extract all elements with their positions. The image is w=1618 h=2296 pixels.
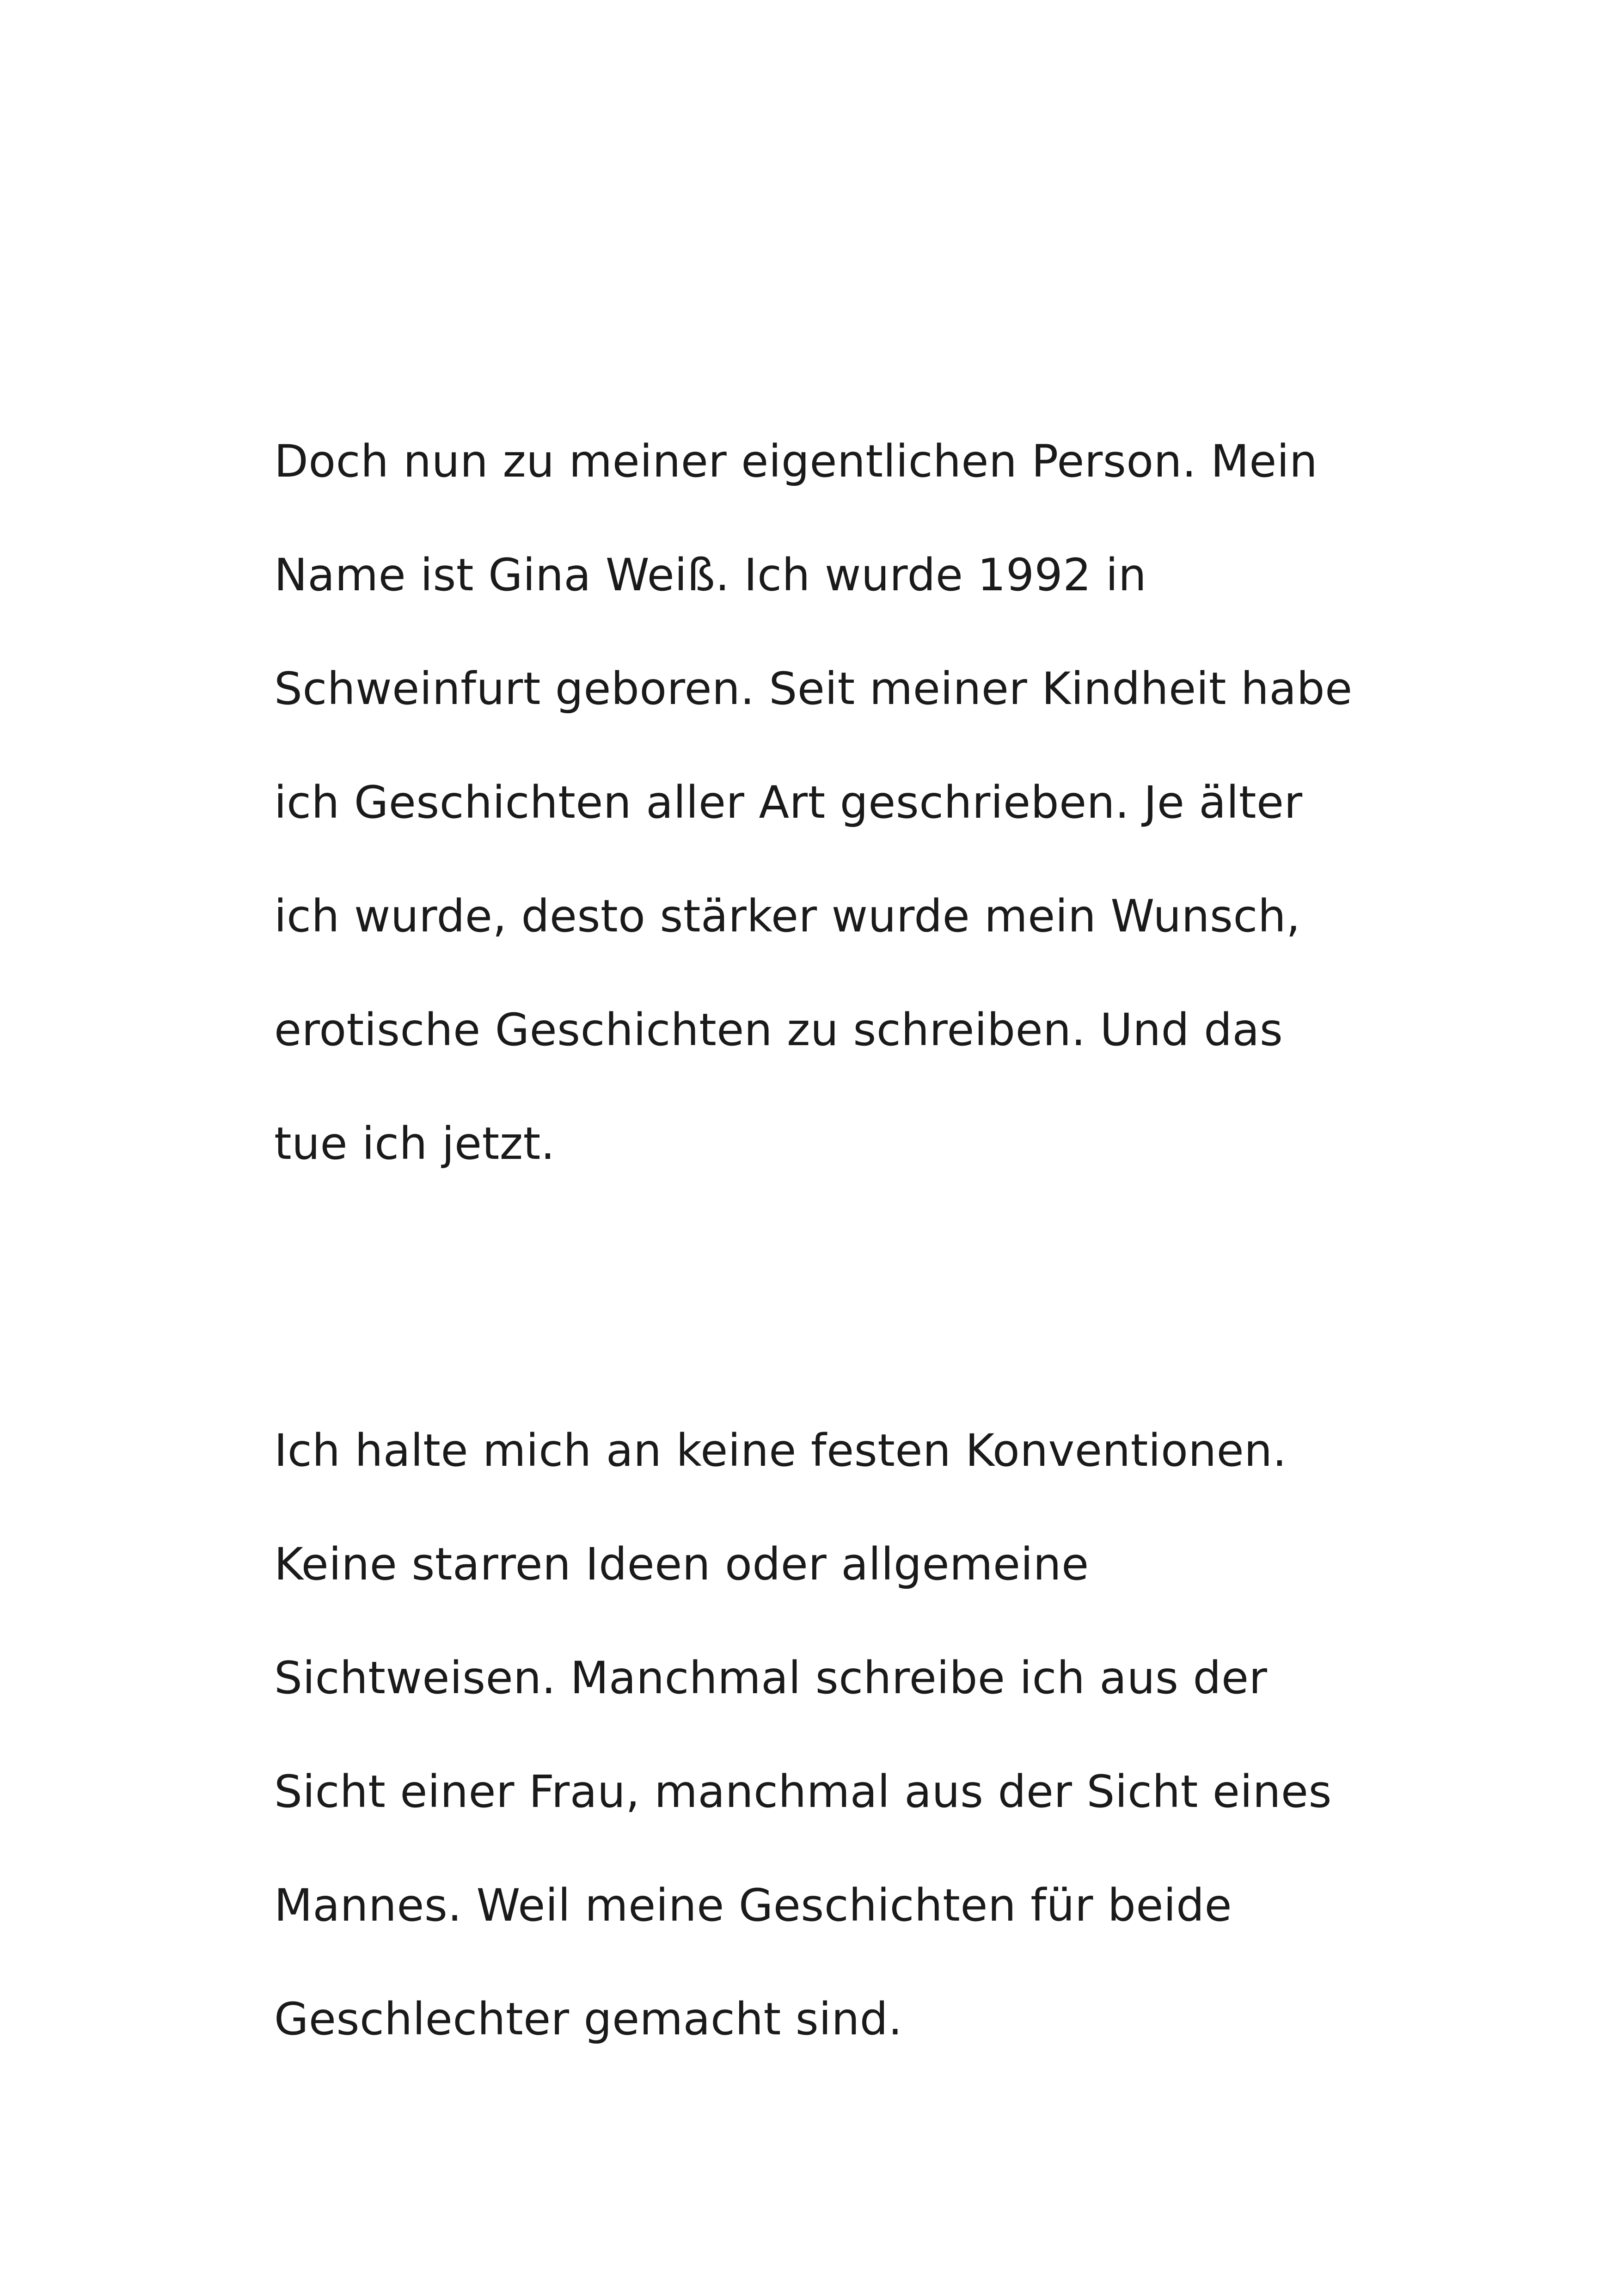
text-line: ich Geschichten aller Art geschrieben. Je älter bbox=[274, 777, 1303, 828]
paragraph-author-intro bbox=[274, 404, 1430, 1200]
text-line: Ich halte mich an keine festen Konventionen. bbox=[274, 1425, 1287, 1476]
text-line: Sicht einer Frau, manchmal aus der Sicht eines bbox=[274, 1766, 1332, 1818]
paragraph-conventions bbox=[274, 1394, 1430, 2076]
text-line: Geschlechter gemacht sind. bbox=[274, 1993, 903, 2045]
text-line: Keine starren Ideen oder allgemeine bbox=[274, 1538, 1089, 1590]
text-line: Sichtweisen. Manchmal schreibe ich aus der bbox=[274, 1652, 1268, 1704]
text-line: ich wurde, desto stärker wurde mein Wunsch, bbox=[274, 890, 1301, 942]
text-line: Schweinfurt geboren. Seit meiner Kindheit habe bbox=[274, 663, 1353, 715]
text-line: erotische Geschichten zu schreiben. Und das bbox=[274, 1004, 1283, 1056]
text-line: tue ich jetzt. bbox=[274, 1118, 555, 1169]
text-line: Name ist Gina Weiß. Ich wurde 1992 in bbox=[274, 549, 1147, 601]
text-line: Doch nun zu meiner eigentlichen Person. Mein bbox=[274, 435, 1318, 487]
text-line: Mannes. Weil meine Geschichten für beide bbox=[274, 1880, 1232, 1931]
